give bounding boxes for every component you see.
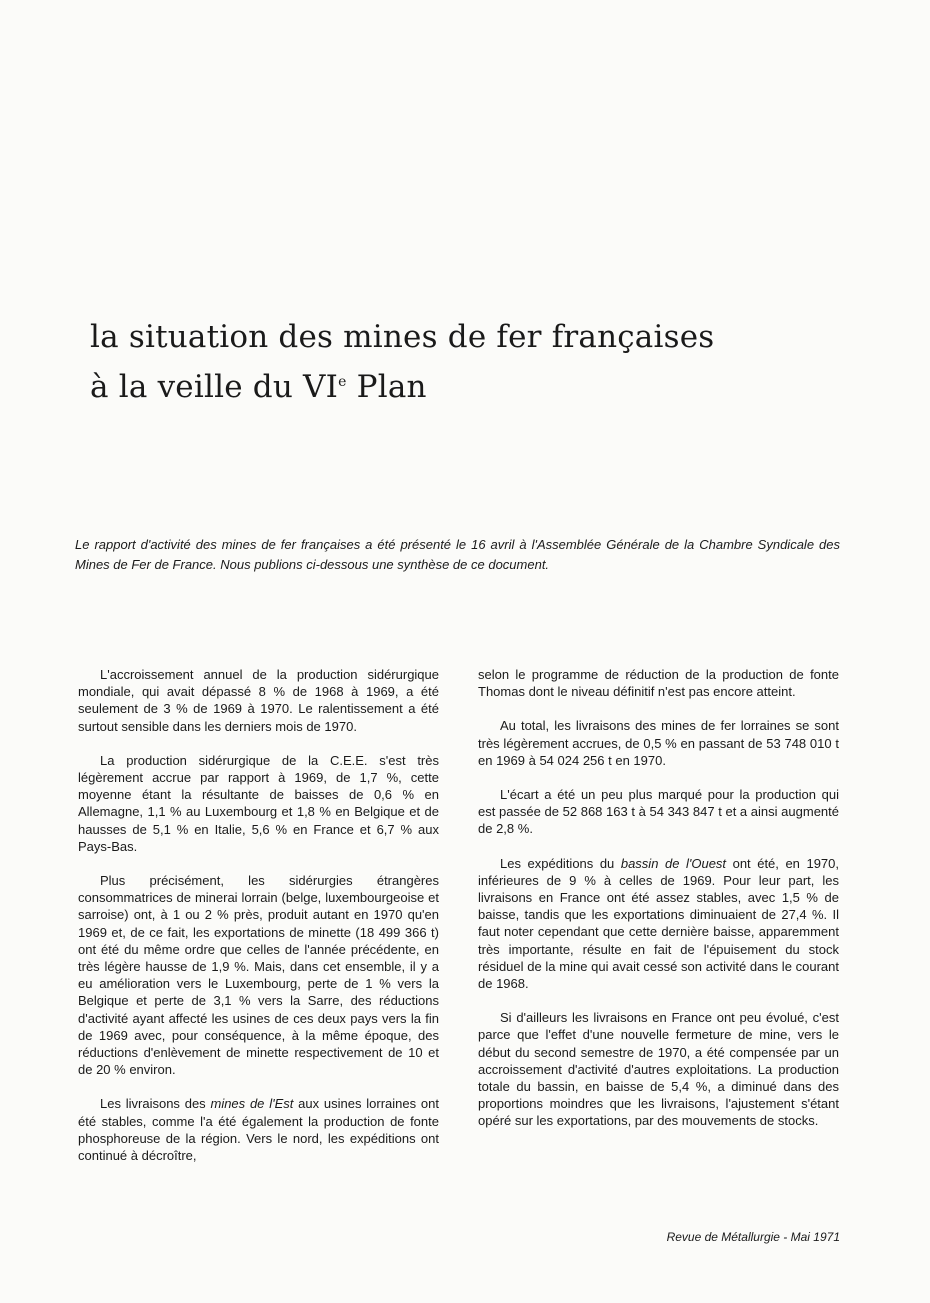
title-line-2-main: à la veille du VI — [90, 369, 339, 405]
article-title — [90, 312, 714, 412]
paragraph-text: Les livraisons des — [100, 1096, 211, 1112]
paragraph-continuation: selon le programme de réduction de la production de fonte Thomas dont le niveau définitif n'est pas encore atteint. — [478, 667, 839, 700]
paragraph: La production sidérurgique de la C.E.E. s'est très légèrement accrue par rapport à 1969, de 1,7 %, cette moyenne étant la résultante de baisses de 0,6 % en Allemagne, 1,1 % au Luxembourg et 1,8 % en Belgique et de hausses de 5,1 % en Italie, 5,6 % en France et 6,7 % aux Pays-Bas. — [78, 752, 439, 854]
paragraph: Si d'ailleurs les livraisons en France ont peu évolué, c'est parce que l'effet d'une nouvelle fermeture de mine, vers le début du second semestre de 1970, a été compensée par un accroissement d'activité d'autres exploitations. La production totale du bassin, en baisse de 5,4 %, a diminué dans des proportions moindres que les livraisons, l'ajustement s'étant opéré sur les exportations, par des mouvements de stocks. — [478, 1010, 839, 1129]
paragraph-text: ont été, en 1970, inférieures de 9 % à celles de 1969. Pour leur part, les livraisons en France ont été assez stables, avec 1,5 % de baisse, tandis que les exportations diminuaient de 27,4 %. Il faut noter cependant que cette dernière baisse, apparemment très importante, résulte en fait de l'épuisement du stock résiduel de la mine qui avait cessé son activité dans le courant de 1968. — [478, 855, 839, 992]
page-footer: Revue de Métallurgie - Mai 1971 — [666, 1230, 840, 1244]
left-column — [78, 666, 439, 1181]
paragraph-text: aux usines lorraines ont été stables, comme l'a été également la production de fonte phosphoreuse de la région. Vers le nord, les expéditions ont continué à décroître, — [78, 1096, 439, 1164]
paragraph-emphasis: bassin de l'Ouest — [620, 855, 727, 871]
right-column — [478, 666, 839, 1147]
article-intro: Le rapport d'activité des mines de fer françaises a été présenté le 16 avril à l'Assemblée Générale de la Chambre Syndicale des Mines de Fer de France. Nous publions ci-dessous une synthèse de ce document. — [75, 537, 840, 572]
paragraph-emphasis: mines de l'Est — [210, 1096, 294, 1112]
paragraph — [478, 855, 839, 993]
paragraph-text: Les expéditions du — [500, 855, 621, 871]
paragraph: Au total, les livraisons des mines de fer lorraines se sont très légèrement accrues, de 0,5 % en passant de 53 748 010 t en 1969 à 54 024 256 t en 1970. — [478, 718, 839, 768]
title-line-2-end: Plan — [346, 369, 427, 405]
paragraph — [78, 1095, 439, 1164]
paragraph: L'accroissement annuel de la production sidérurgique mondiale, qui avait dépassé 8 % de 1968 à 1969, a été seulement de 3 % de 1969 à 1970. Le ralentissement a été surtout sensible dans les derniers mois de 1970. — [78, 667, 439, 734]
title-line-2 — [90, 369, 427, 405]
paragraph: Plus précisément, les sidérurgies étrangères consommatrices de minerai lorrain (belge, luxembourgeoise et sarroise) ont, à 1 ou 2 % près, produit autant en 1970 qu'en 1969 et, de ce fait, les exportations de minette (18 499 366 t) ont été du même ordre que celles de l'année précédente, en très légère hausse de 1,9 %. Mais, dans cet ensemble, il y a eu amélioration vers le Luxembourg, perte de 1 % vers la Belgique et perte de 3,1 % vers la Sarre, des réductions d'activité ayant affecté les usines de ces deux pays vers la fin de 1969 avec, pour conséquence, à la même époque, des réductions d'enlèvement de minette respectivement de 10 et de 20 % environ. — [78, 873, 439, 1078]
title-line-1: la situation des mines de fer françaises — [90, 319, 715, 355]
paragraph: L'écart a été un peu plus marqué pour la production qui est passée de 52 868 163 t à 54 343 847 t et a ainsi augmenté de 2,8 %. — [478, 787, 839, 837]
title-superscript: e — [338, 374, 347, 390]
